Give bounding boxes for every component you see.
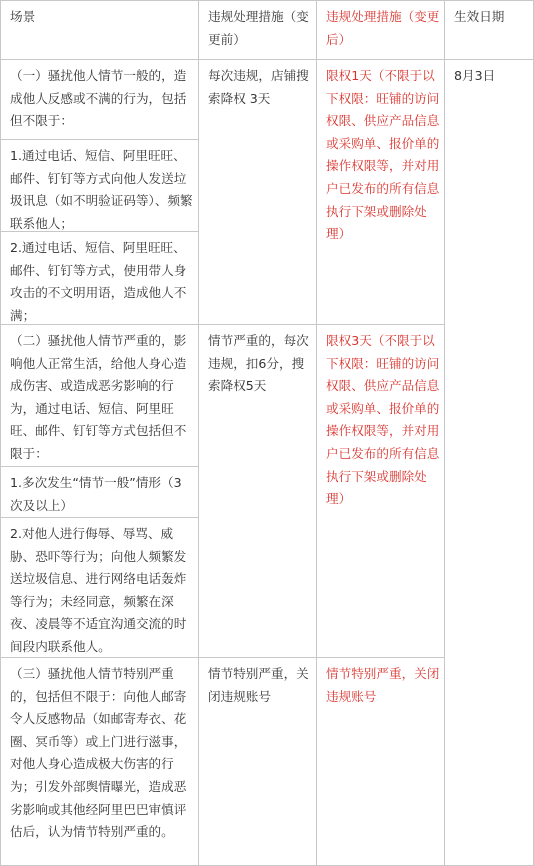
row1-scenario: （一）骚扰他人情节一般的，造成他人反感或不满的行为，包括但不限于： bbox=[0, 59, 199, 140]
header-effective-date: 生效日期 bbox=[444, 0, 534, 60]
effective-date-cell: 8月3日 bbox=[444, 59, 534, 866]
row3-after: 情节特别严重，关闭违规账号 bbox=[316, 657, 445, 866]
row2-item-2: 2.对他人进行侮辱、辱骂、威胁、恐吓等行为；向他人频繁发送垃圾信息、进行网络电话轰炸等行为；未经同意，频繁在深夜、凌晨等不适宜沟通交流的时间段内联系他人。 bbox=[0, 517, 199, 658]
row1-before: 每次违规，店铺搜索降权 3天 bbox=[198, 59, 317, 325]
row1-after: 限权1天（不限于以下权限：旺铺的访问权限、供应产品信息或采购单、报价单的操作权限等，并对用户已发布的所有信息执行下架或删除处理） bbox=[316, 59, 445, 325]
row2-item-1: 1.多次发生“情节一般”情形（3次及以上） bbox=[0, 466, 199, 518]
row3-before: 情节特别严重，关闭违规账号 bbox=[198, 657, 317, 866]
row2-scenario: （二）骚扰他人情节严重的，影响他人正常生活，给他人身心造成伤害、或造成恶劣影响的行为，通过电话、短信、阿里旺旺、邮件、钉钉等方式包括但不限于： bbox=[0, 324, 199, 467]
header-before: 违规处理措施（变更前） bbox=[198, 0, 317, 60]
row3-scenario: （三）骚扰他人情节特别严重的，包括但不限于：向他人邮寄令人反感物品（如邮寄寿衣、花圈、冥币等）或上门进行滋事，对他人身心造成极大伤害的行为；引发外部舆情曝光，造成恶劣影响或其他经阿里巴巴审慎评估后，认为情节特别严重的。 bbox=[0, 657, 199, 866]
header-after: 违规处理措施（变更后） bbox=[316, 0, 445, 60]
row1-item-2: 2.通过电话、短信、阿里旺旺、邮件、钉钉等方式，使用带人身攻击的不文明用语，造成他人不满； bbox=[0, 231, 199, 325]
header-scene: 场景 bbox=[0, 0, 199, 60]
row1-item-1: 1.通过电话、短信、阿里旺旺、邮件、钉钉等方式向他人发送垃圾讯息（如不明验证码等）、频繁联系他人； bbox=[0, 139, 199, 232]
row2-before: 情节严重的，每次违规，扣6分，搜索降权5天 bbox=[198, 324, 317, 658]
row2-after: 限权3天（不限于以下权限：旺铺的访问权限、供应产品信息或采购单、报价单的操作权限等，并对用户已发布的所有信息执行下架或删除处理） bbox=[316, 324, 445, 658]
